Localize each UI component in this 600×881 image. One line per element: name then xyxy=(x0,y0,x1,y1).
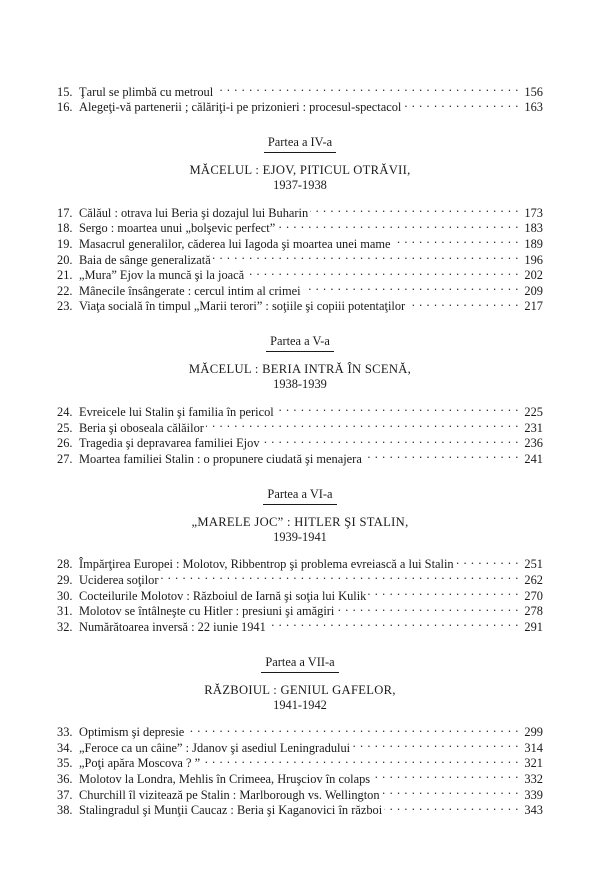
dot-leader xyxy=(160,568,519,584)
toc-entry[interactable] xyxy=(57,80,543,99)
entry-title: Tragedia şi depravarea familiei Ejov xyxy=(79,436,260,451)
entry-title: Sergo : moartea unui „bolşevic perfect” xyxy=(79,221,276,236)
entry-number: 15. xyxy=(57,84,73,99)
part-title: MĂCELUL : EJOV, PITICUL OTRĂVII, xyxy=(189,163,411,178)
dot-leader xyxy=(336,600,519,616)
entry-page: 339 xyxy=(524,787,543,802)
entry-number: 17. xyxy=(57,205,73,220)
part-years: 1941-1942 xyxy=(273,697,327,712)
entry-page: 251 xyxy=(524,557,543,572)
dot-leader xyxy=(382,783,519,799)
entry-number: 18. xyxy=(57,221,73,236)
entry-page: 156 xyxy=(524,84,543,99)
dot-leader xyxy=(246,264,519,280)
part-title: „MARELE JOC” : HITLER ŞI STALIN, xyxy=(191,514,409,529)
entry-title: „Feroce ca un câine” : Jdanov şi asediul Leningradului xyxy=(79,740,351,755)
entry-number: 21. xyxy=(57,268,73,283)
part-years: 1938-1939 xyxy=(273,377,327,392)
entry-title: Molotov la Londra, Mehlis în Crimeea, Hruşciov în colaps xyxy=(79,772,371,787)
entry-page: 314 xyxy=(524,740,543,755)
toc-entry[interactable] xyxy=(57,400,543,419)
entry-number: 35. xyxy=(57,756,73,771)
entry-page: 241 xyxy=(524,451,543,466)
entry-page: 225 xyxy=(524,404,543,419)
dot-leader xyxy=(310,201,519,217)
entry-number: 22. xyxy=(57,283,73,298)
dot-leader xyxy=(262,432,519,448)
entry-page: 173 xyxy=(524,205,543,220)
dot-leader xyxy=(206,416,519,432)
entry-title: Moartea familiei Stalin : o propunere ciudată şi menajera xyxy=(79,451,362,466)
dot-leader xyxy=(186,721,519,737)
entry-title: Optimism şi depresie xyxy=(79,725,185,740)
entry-number: 27. xyxy=(57,451,73,466)
dot-leader xyxy=(393,232,519,248)
entry-page: 236 xyxy=(524,436,543,451)
dot-leader xyxy=(277,217,519,233)
entry-number: 34. xyxy=(57,740,73,755)
entry-page: 196 xyxy=(524,252,543,267)
entry-page: 189 xyxy=(524,236,543,251)
part-heading xyxy=(57,653,543,673)
part-label: Partea a IV-a xyxy=(264,135,336,153)
part-entries xyxy=(57,553,543,634)
entry-title: Mânecile însângerate : cercul intim al crimei xyxy=(79,283,301,298)
dot-leader xyxy=(215,80,519,96)
entry-number: 38. xyxy=(57,803,73,818)
entry-title: „Mura” Ejov la muncă şi la joacă xyxy=(79,268,245,283)
dot-leader xyxy=(403,96,519,112)
part-entries xyxy=(57,721,543,818)
dot-leader xyxy=(384,799,519,815)
dot-leader xyxy=(407,295,519,311)
part-heading xyxy=(57,485,543,505)
entry-page: 321 xyxy=(524,756,543,771)
intro-entries xyxy=(57,80,543,115)
entry-title: Molotov se întâlneşte cu Hitler : presiuni şi amăgiri xyxy=(79,604,335,619)
dot-leader xyxy=(213,248,519,264)
toc-entry[interactable] xyxy=(57,553,543,572)
entry-title: Baia de sânge generalizată xyxy=(79,252,211,267)
entry-title: Stalingradul şi Munţii Caucaz : Beria şi Kaganovici în război xyxy=(79,803,383,818)
dot-leader xyxy=(276,400,519,416)
dot-leader xyxy=(364,447,519,463)
part-label: Partea a VI-a xyxy=(263,487,336,505)
entry-title: Cocteilurile Molotov : Războiul de Iarnă şi soţia lui Kulik xyxy=(79,588,367,603)
dot-leader xyxy=(202,752,519,768)
dot-leader xyxy=(303,279,519,295)
entry-number: 28. xyxy=(57,557,73,572)
entry-number: 23. xyxy=(57,299,73,314)
entry-title: Viaţa socială în timpul „Marii terori” : soţiile şi copiii potentaţilor xyxy=(79,299,406,314)
part-title: MĂCELUL : BERIA INTRĂ ÎN SCENĂ, xyxy=(188,362,412,377)
entry-page: 262 xyxy=(524,572,543,587)
entry-title: Alegeţi-vă partenerii ; călăriţi-i pe prizonieri : procesul-spectacol xyxy=(79,100,402,115)
dot-leader xyxy=(268,615,519,631)
dot-leader xyxy=(368,584,519,600)
entry-page: 299 xyxy=(524,725,543,740)
entry-page: 231 xyxy=(524,420,543,435)
entry-page: 202 xyxy=(524,268,543,283)
part-label: Partea a VII-a xyxy=(261,655,338,673)
entry-number: 29. xyxy=(57,572,73,587)
entry-title: Numărătoarea inversă : 22 iunie 1941 xyxy=(79,619,266,634)
part-heading xyxy=(57,133,543,153)
entry-page: 332 xyxy=(524,772,543,787)
part-years: 1937-1938 xyxy=(273,178,327,193)
part-entries xyxy=(57,400,543,466)
part-entries xyxy=(57,201,543,314)
dot-leader xyxy=(456,553,519,569)
entry-number: 24. xyxy=(57,404,73,419)
entry-page: 278 xyxy=(524,604,543,619)
entry-page: 291 xyxy=(524,619,543,634)
toc-entry[interactable] xyxy=(57,201,543,220)
entry-title: Masacrul generalilor, căderea lui Iagoda şi moartea unei mame xyxy=(79,236,391,251)
entry-page: 163 xyxy=(524,100,543,115)
entry-title: Evreicele lui Stalin şi familia în pericol xyxy=(79,404,274,419)
entry-page: 343 xyxy=(524,803,543,818)
entry-title: Călăul : otrava lui Beria şi dozajul lui Buharin xyxy=(79,205,309,220)
entry-number: 31. xyxy=(57,604,73,619)
entry-title: Beria şi oboseala călăilor xyxy=(79,420,204,435)
entry-page: 183 xyxy=(524,221,543,236)
part-title: RĂZBOIUL : GENIUL GAFELOR, xyxy=(204,682,396,697)
entry-title: Ţarul se plimbă cu metroul xyxy=(79,84,214,99)
dot-leader xyxy=(372,767,519,783)
entry-number: 37. xyxy=(57,787,73,802)
entry-page: 270 xyxy=(524,588,543,603)
entry-number: 25. xyxy=(57,420,73,435)
part-years: 1939-1941 xyxy=(273,529,327,544)
dot-leader xyxy=(352,736,519,752)
entry-title: „Poţi apăra Moscova ? ” xyxy=(79,756,201,771)
toc-entry[interactable] xyxy=(57,721,543,740)
entry-number: 32. xyxy=(57,619,73,634)
entry-number: 33. xyxy=(57,725,73,740)
entry-number: 16. xyxy=(57,100,73,115)
entry-number: 26. xyxy=(57,436,73,451)
entry-title: Churchill îl vizitează pe Stalin : Marlborough vs. Wellington xyxy=(79,787,380,802)
entry-number: 20. xyxy=(57,252,73,267)
entry-title: Împărţirea Europei : Molotov, Ribbentrop şi problema evreiască a lui Stalin xyxy=(79,557,454,572)
table-of-contents xyxy=(57,80,543,818)
entry-page: 209 xyxy=(524,283,543,298)
entry-page: 217 xyxy=(524,299,543,314)
entry-number: 36. xyxy=(57,772,73,787)
part-label: Partea a V-a xyxy=(266,334,334,352)
entry-title: Uciderea soţilor xyxy=(79,572,159,587)
entry-number: 19. xyxy=(57,236,73,251)
part-heading xyxy=(57,332,543,352)
entry-number: 30. xyxy=(57,588,73,603)
